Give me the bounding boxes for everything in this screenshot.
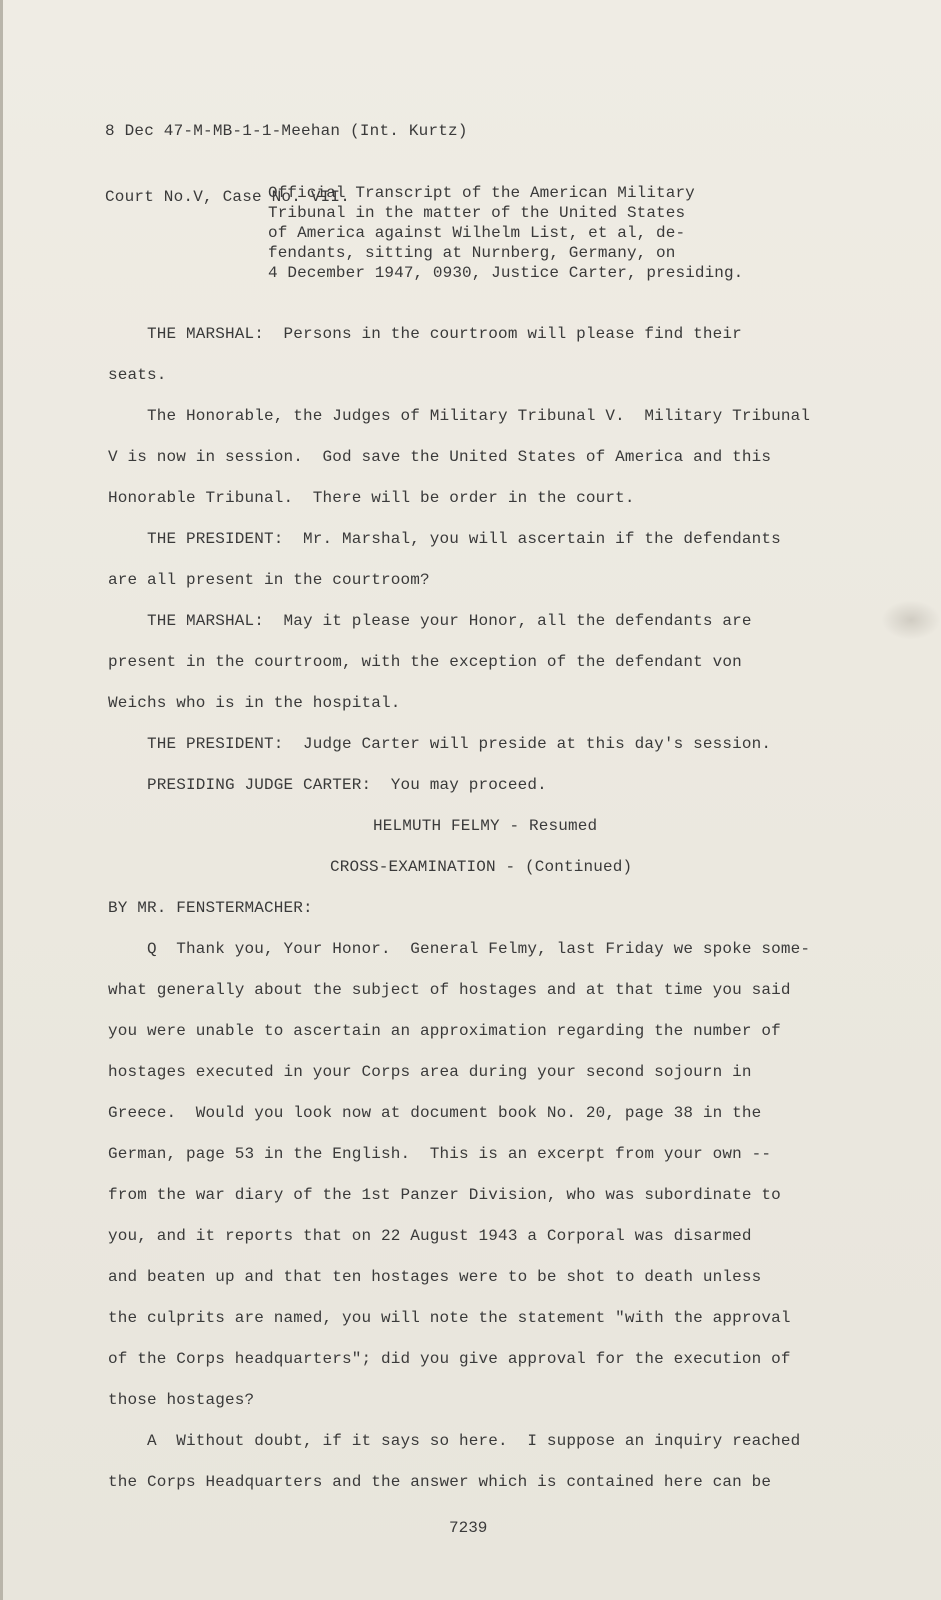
body-line: THE PRESIDENT: Mr. Marshal, you will ascertain if the defendants	[108, 530, 781, 548]
body-line: Honorable Tribunal. There will be order in the court.	[108, 489, 635, 507]
qa-line: hostages executed in your Corps area during your second sojourn in	[108, 1063, 752, 1081]
caption-line: Official Transcript of the American Military	[268, 184, 695, 202]
qa-line: A Without doubt, if it says so here. I suppose an inquiry reached	[108, 1432, 801, 1450]
body-line: The Honorable, the Judges of Military Tribunal V. Military Tribunal	[108, 407, 811, 425]
qa-line: Greece. Would you look now at document book No. 20, page 38 in the	[108, 1104, 762, 1122]
qa-line: you were unable to ascertain an approximation regarding the number of	[108, 1022, 781, 1040]
body-line: V is now in session. God save the United States of America and this	[108, 448, 772, 466]
caption-line: fendants, sitting at Nurnberg, Germany, on	[268, 244, 676, 262]
body-line: seats.	[108, 366, 167, 384]
body-line: THE PRESIDENT: Judge Carter will preside at this day's session.	[108, 735, 772, 753]
transcript-caption	[268, 183, 788, 283]
body-line: are all present in the courtroom?	[108, 571, 430, 589]
body-line: PRESIDING JUDGE CARTER: You may proceed.	[108, 776, 547, 794]
paper-smudge	[881, 600, 941, 640]
qa-line: Q Thank you, Your Honor. General Felmy, last Friday we spoke some-	[108, 940, 811, 958]
qa-line: the Corps Headquarters and the answer which is contained here can be	[108, 1473, 772, 1491]
qa-line: from the war diary of the 1st Panzer Division, who was subordinate to	[108, 1186, 781, 1204]
page-left-edge	[0, 0, 3, 1600]
header-line-2: Court No.V, Case No. VII.	[105, 188, 351, 206]
qa-line: what generally about the subject of hostages and at that time you said	[108, 981, 791, 999]
page-number: 7239	[449, 1519, 488, 1537]
body-line: THE MARSHAL: Persons in the courtroom will please find their	[108, 325, 742, 343]
examination-heading: CROSS-EXAMINATION - (Continued)	[330, 858, 633, 876]
caption-line: 4 December 1947, 0930, Justice Carter, presiding.	[268, 264, 744, 282]
header-line-1: 8 Dec 47-M-MB-1-1-Meehan (Int. Kurtz)	[105, 122, 468, 140]
caption-line: Tribunal in the matter of the United States	[268, 204, 686, 222]
caption-line: of America against Wilhelm List, et al, de-	[268, 224, 686, 242]
qa-line: and beaten up and that ten hostages were to be shot to death unless	[108, 1268, 762, 1286]
body-line: present in the courtroom, with the exception of the defendant von	[108, 653, 742, 671]
body-line: Weichs who is in the hospital.	[108, 694, 401, 712]
qa-line: German, page 53 in the English. This is an excerpt from your own --	[108, 1145, 772, 1163]
qa-line: of the Corps headquarters"; did you give approval for the execution of	[108, 1350, 791, 1368]
counsel-heading: BY MR. FENSTERMACHER:	[108, 899, 313, 917]
body-line: THE MARSHAL: May it please your Honor, all the defendants are	[108, 612, 752, 630]
qa-line: those hostages?	[108, 1391, 255, 1409]
qa-line: you, and it reports that on 22 August 1943 a Corporal was disarmed	[108, 1227, 752, 1245]
witness-heading: HELMUTH FELMY - Resumed	[373, 817, 598, 835]
qa-line: the culprits are named, you will note the statement "with the approval	[108, 1309, 791, 1327]
